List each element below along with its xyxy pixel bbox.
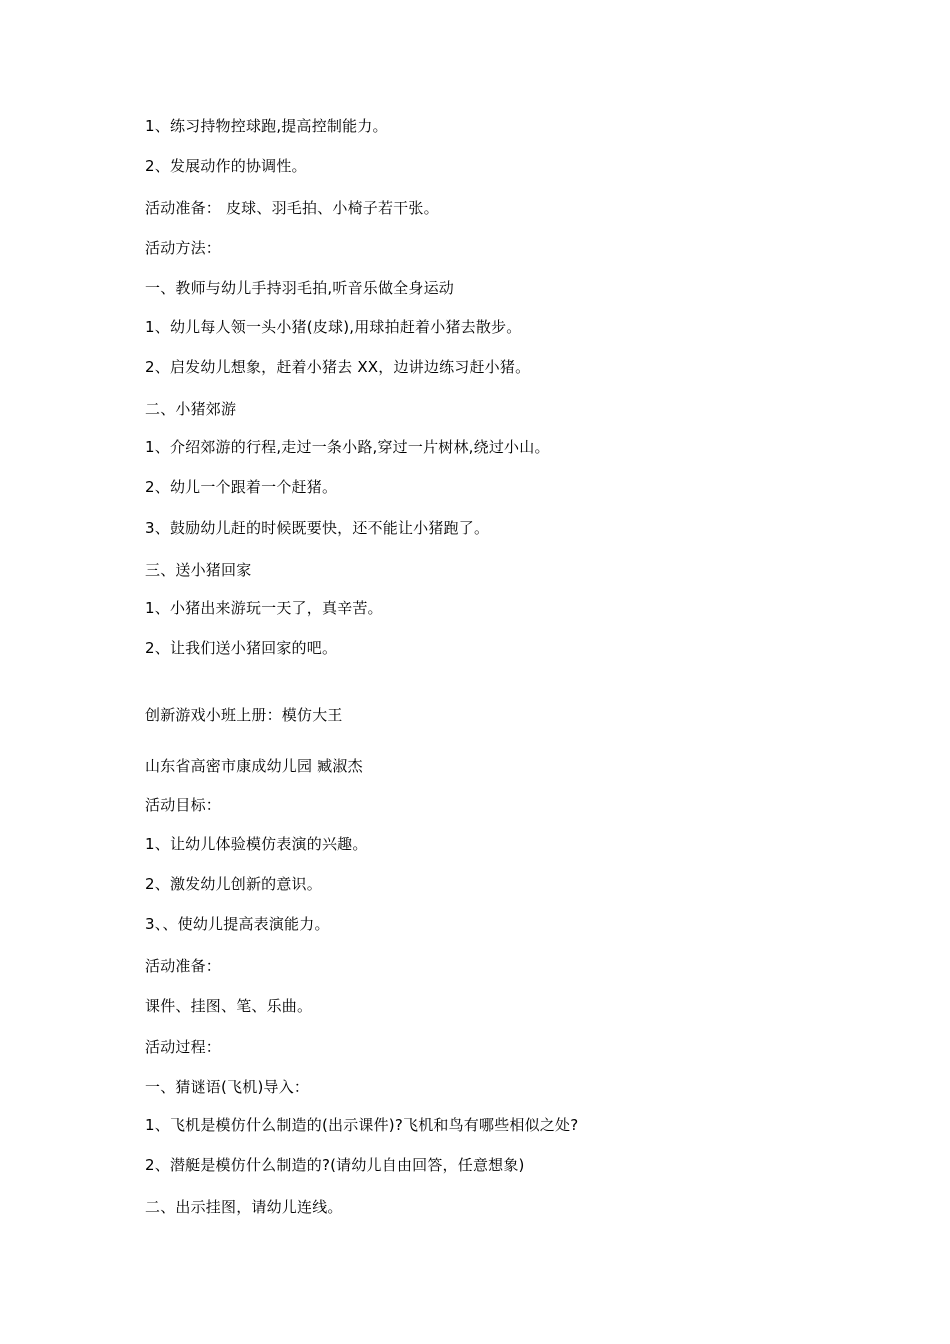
text-line: 一、猜谜语(飞机)导入： [145, 1078, 310, 1096]
text-line: 一、教师与幼儿手持羽毛拍,听音乐做全身运动 [145, 279, 454, 297]
text-line: 二、小猪郊游 [145, 400, 237, 418]
text-line: 1、介绍郊游的行程,走过一条小路,穿过一片树林,绕过小山。 [145, 438, 550, 456]
text-line: 1、练习持物控球跑,提高控制能力。 [145, 117, 388, 135]
text-line: 2、潜艇是模仿什么制造的?(请幼儿自由回答，任意想象) [145, 1156, 525, 1174]
text-line: 1、飞机是模仿什么制造的(出示课件)?飞机和鸟有哪些相似之处? [145, 1116, 579, 1134]
text-line: 课件、挂图、笔、乐曲。 [145, 997, 313, 1015]
section-title: 创新游戏小班上册：模仿大王 [145, 706, 343, 724]
text-line: 二、出示挂图，请幼儿连线。 [145, 1198, 343, 1216]
text-line: 1、让幼儿体验模仿表演的兴趣。 [145, 835, 368, 853]
text-line: 2、激发幼儿创新的意识。 [145, 875, 322, 893]
text-line: 活动准备： [145, 957, 222, 975]
text-line: 活动方法： [145, 239, 222, 257]
text-line: 1、幼儿每人领一头小猪(皮球),用球拍赶着小猪去散步。 [145, 318, 522, 336]
text-line: 1、小猪出来游玩一天了，真辛苦。 [145, 599, 383, 617]
text-line: 活动目标： [145, 796, 222, 814]
text-line: 2、让我们送小猪回家的吧。 [145, 639, 338, 657]
text-line: 活动准备： 皮球、羽毛拍、小椅子若干张。 [145, 199, 439, 217]
text-line: 活动过程： [145, 1038, 222, 1056]
text-line: 2、发展动作的协调性。 [145, 157, 307, 175]
author-line: 山东省高密市康成幼儿园 臧淑杰 [145, 757, 363, 775]
text-line: 三、送小猪回家 [145, 561, 252, 579]
text-line: 2、幼儿一个跟着一个赶猪。 [145, 478, 338, 496]
text-line: 3、、使幼儿提高表演能力。 [145, 915, 330, 933]
text-line: 2、启发幼儿想象，赶着小猪去 XX，边讲边练习赶小猪。 [145, 358, 531, 376]
text-line: 3、鼓励幼儿赶的时候既要快，还不能让小猪跑了。 [145, 519, 490, 537]
